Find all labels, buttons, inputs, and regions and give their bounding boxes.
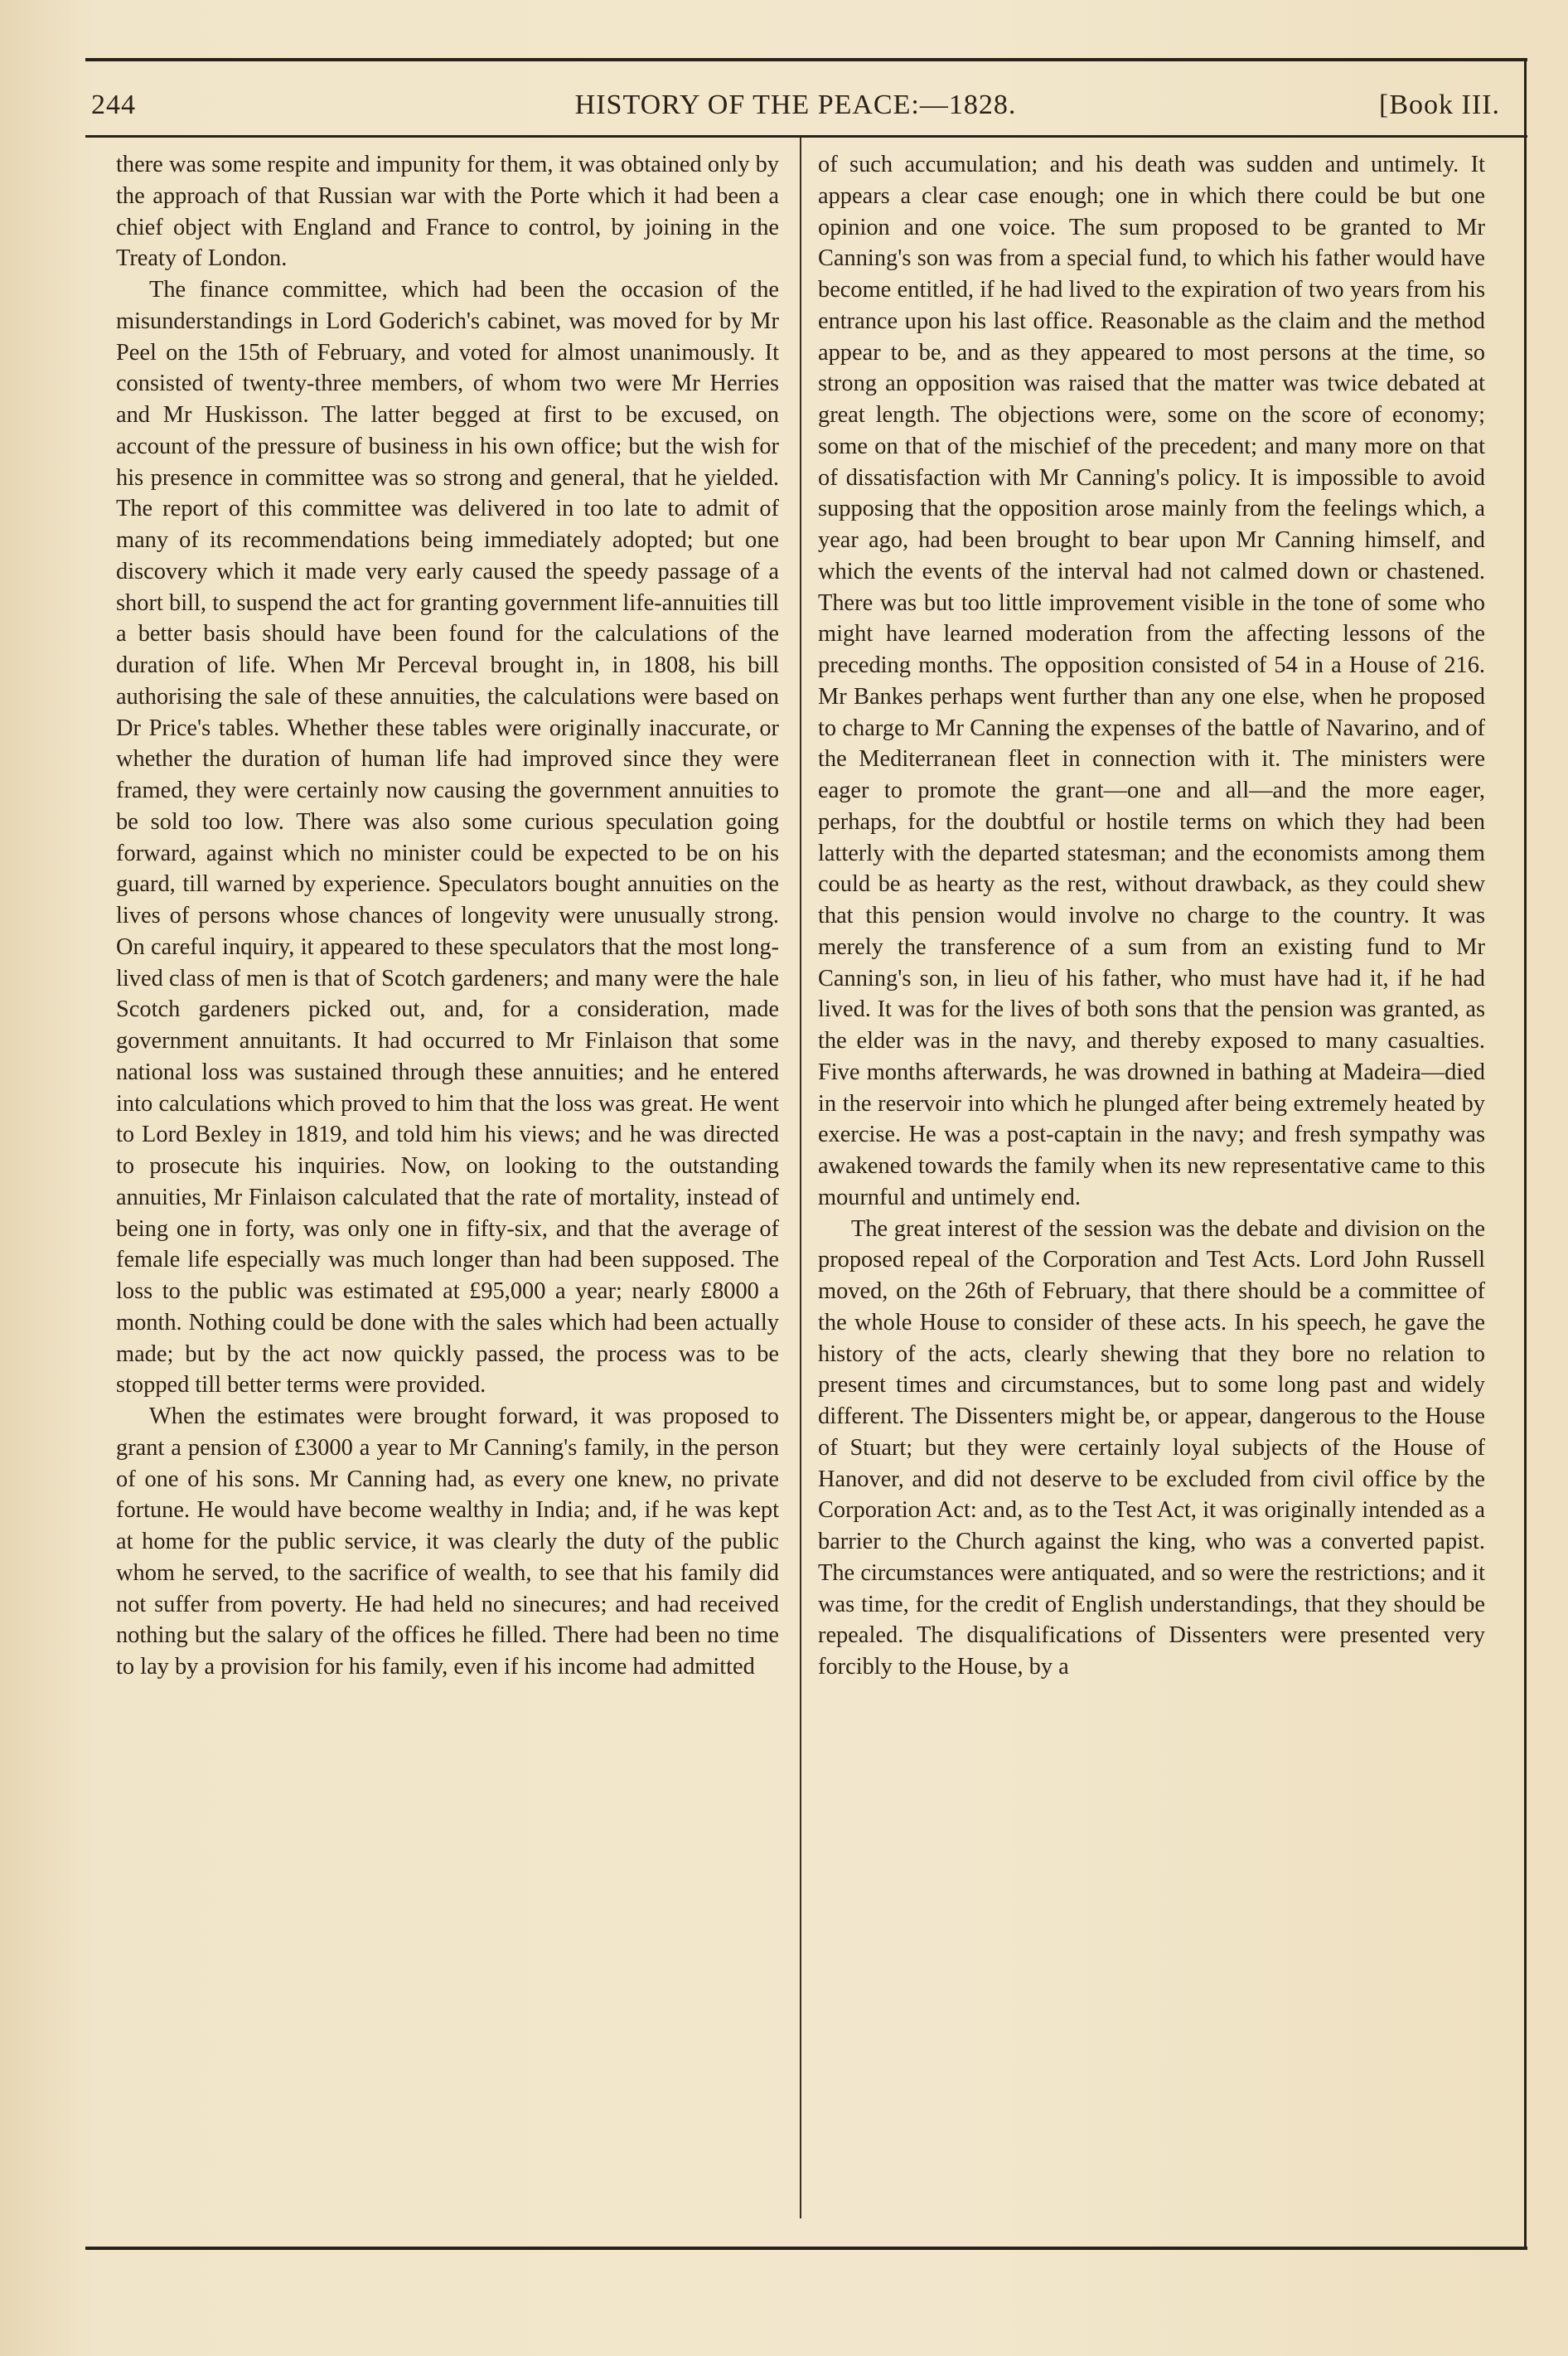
column-divider xyxy=(800,138,801,2218)
paragraph: The finance committee, which had been the occasion of the misunderstandings in Lord Goderich's cabinet, was moved for by Mr Peel on the 15th of February, and voted for almost unanimously. It consisted of twenty-three members, of whom two were Mr Herries and Mr Huskisson. The latter begged at first to be excused, on account of the pressure of business in his own office; but the wish for his presence in committee was so strong and general, that he yielded. The report of this committee was delivered in too late to admit of many of its recommendations being immediately adopted; but one discovery which it made very early caused the speedy passage of a short bill, to suspend the act for granting government life-annuities till a better basis should have been found for the calculations of the duration of life. When Mr Perceval brought in, in 1808, his bill authorising the sale of these annuities, the calculations were based on Dr Price's tables. Whether these tables were originally inaccurate, or whether the duration of human life had improved since they were framed, they were certainly now causing the government annuities to be sold too low. There was also some curious speculation going forward, against which no minister could be expected to be on his guard, till warned by experience. Speculators bought annuities on the lives of persons whose chances of longevity were unusually strong. On careful inquiry, it appeared to these speculators that the most long-lived class of men is that of Scotch gardeners; and many were the hale Scotch gardeners picked out, and, for a consideration, made government annuitants. It had occurred to Mr Finlaison that some national loss was sustained through these annuities; and he entered into calculations which proved to him that the loss was great. He went to Lord Bexley in 1819, and told him his views; and he was directed to prosecute his inquiries. Now, on looking to the outstanding annuities, Mr Finlaison calculated that the rate of mortality, instead of being one in forty, was only one in fifty-six, and that the average of female life especially was much longer than had been supposed. The loss to the public was estimated at £95,000 a year; nearly £8000 a month. Nothing could be done with the sales which had been actually made; but by the act now quickly passed, the process was to be stopped till better terms were provided. xyxy=(116,277,779,1399)
paragraph: When the estimates were brought forward, it was proposed to grant a pension of £3000 a year to Mr Canning's family, in the person of one of his sons. Mr Canning had, as every one knew, no private fortune. He would have become wealthy in India; and, if he was kept at home for the public service, it was clearly the duty of the public whom he served, to the sacrifice of wealth, to see that his family did not suffer from poverty. He had held no sinecures; and had received nothing but the salary of the offices he filled. There had been no time to lay by a provision for his family, even if his income had admitted xyxy=(116,1403,779,1680)
paragraph: of such accumulation; and his death was sudden and untimely. It appears a clear case enough; one in which there could be but one opinion and one voice. The sum proposed to be granted to Mr Canning's son was from a special fund, to which his father would have become entitled, if he had lived to the expiration of two years from his entrance upon his last office. Reasonable as the claim and the method appear to be, and as they appeared to most persons at the time, so strong an opposition was raised that the matter was twice debated at great length. The objections were, some on the score of economy; some on that of the mischief of the precedent; and many more on that of dissatisfaction with Mr Canning's policy. It is impossible to avoid supposing that the opposition arose mainly from the feelings which, a year ago, had been brought to bear upon Mr Canning himself, and which the events of the interval had not calmed down or chastened. There was but too little improvement visible in the tone of some who might have learned moderation from the affecting lessons of the preceding months. The opposition consisted of 54 in a House of 216. Mr Bankes perhaps went further than any one else, when he proposed to charge to Mr Canning the expenses of the battle of Navarino, and of the Mediterranean fleet in connection with it. The ministers were eager to promote the grant—one and all—and the more eager, perhaps, for the doubtful or hostile terms on which they had been latterly with the departed statesman; and the economists among them could be as hearty as the rest, without drawback, as they could shew that this pension would involve no charge to the country. It was merely the transference of a sum from an existing fund to Mr Canning's son, in lieu of his father, who must have had it, if he had lived. It was for the lives of both sons that the pension was granted, as the elder was in the navy, and thereby exposed to many casualties. Five months afterwards, he was drowned in bathing at Madeira—died in the reservoir into which he plunged after being extremely heated by exercise. He was a post-captain in the navy; and fresh sympathy was awakened towards the family when its new representative came to this mournful and untimely end. xyxy=(818,152,1485,1210)
running-header xyxy=(91,80,1500,129)
paragraph: there was some respite and impunity for them, it was obtained only by the approach of that Russian war with the Porte which it had been a chief object with England and France to control, by joining in the Treaty of London. xyxy=(116,152,779,272)
right-column xyxy=(818,149,1485,1683)
top-rule xyxy=(85,58,1527,61)
header-rule xyxy=(85,135,1527,138)
paragraph: The great interest of the session was the debate and division on the proposed repeal of the Corporation and Test Acts. Lord John Russell moved, on the 26th of February, that there should be a committee of the whole House to consider of these acts. In his speech, he gave the history of the acts, clearly shewing that they bore no relation to present times and circumstances, but to some long past and widely different. The Dissenters might be, or appear, dangerous to the House of Stuart; but they were certainly loyal subjects of the House of Hanover, and did not deserve to be excluded from civil office by the Corporation Act: and, as to the Test Act, it was originally intended as a barrier to the Church against the king, who was a converted papist. The circumstances were antiquated, and so were the restrictions; and it was time, for the credit of English understandings, that they should be repealed. The disqualifications of Dissenters were presented very forcibly to the House, by a xyxy=(818,1215,1485,1680)
page-number: 244 xyxy=(91,90,136,120)
bottom-rule xyxy=(85,2247,1527,2250)
right-border-rule xyxy=(1524,58,1527,2250)
running-title: HISTORY OF THE PEACE:—1828. xyxy=(574,90,1017,120)
left-column xyxy=(116,149,779,1683)
book-label: [Book III. xyxy=(1379,90,1500,120)
